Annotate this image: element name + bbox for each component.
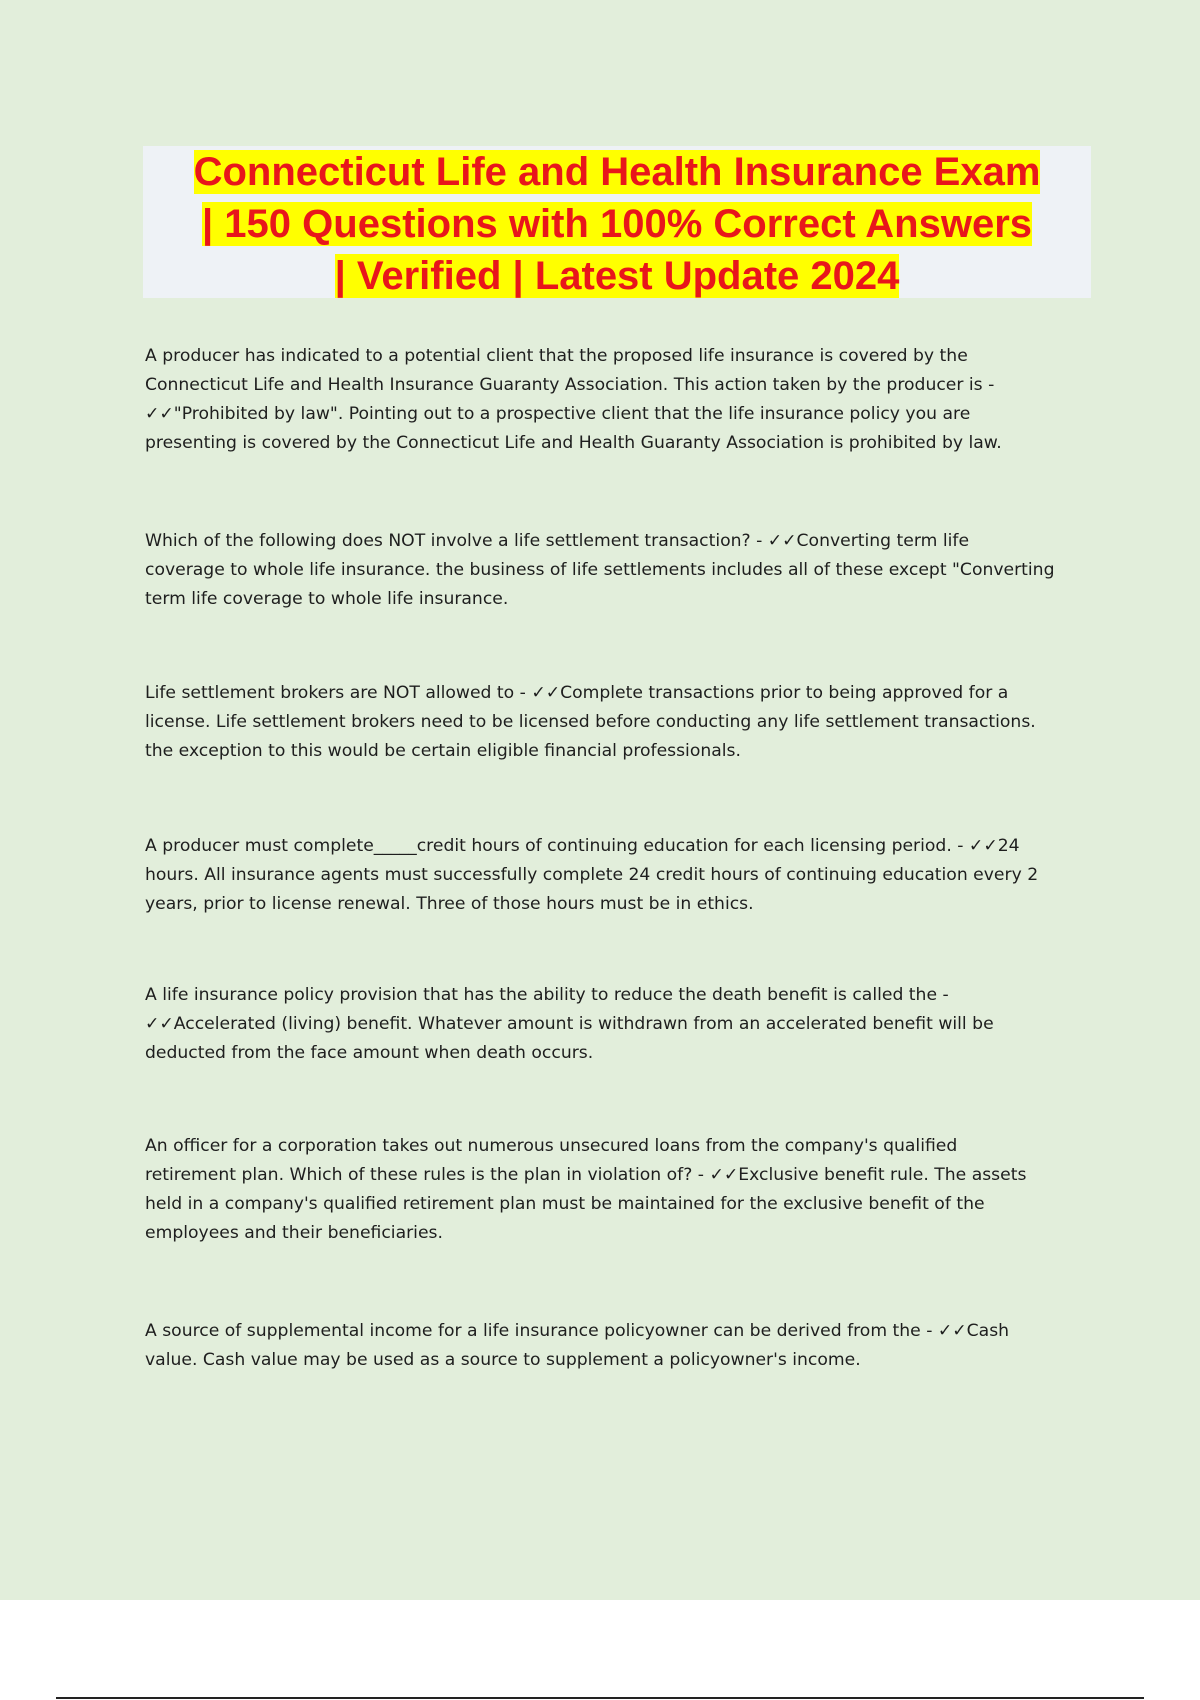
qa-line: years, prior to license renewal. Three of those hours must be in ethics. (145, 894, 754, 914)
title-line-2 (143, 198, 1091, 250)
qa-line: retirement plan. Which of these rules is the plan in violation of? - ✓✓Exclusive benefit rule. The assets (145, 1165, 1027, 1185)
qa-line: presenting is covered by the Connecticut Life and Health Guaranty Association is prohibited by law. (145, 433, 1002, 453)
qa-line: ✓✓Accelerated (living) benefit. Whatever amount is withdrawn from an accelerated benefit will be (145, 1014, 994, 1034)
qa-line: the exception to this would be certain eligible financial professionals. (145, 741, 741, 761)
qa-item (145, 1132, 1095, 1248)
qa-line: A producer must complete_____credit hours of continuing education for each licensing period. - ✓✓24 (145, 836, 1020, 856)
title-line-3 (143, 250, 1091, 302)
qa-line: A life insurance policy provision that has the ability to reduce the death benefit is called the - (145, 985, 949, 1005)
qa-line: coverage to whole life insurance. the business of life settlements includes all of these except "Converting (145, 560, 1055, 580)
qa-line: term life coverage to whole life insurance. (145, 589, 509, 609)
title-line-2-text: | 150 Questions with 100% Correct Answers (202, 202, 1032, 246)
qa-line: Which of the following does NOT involve a life settlement transaction? - ✓✓Converting term life (145, 531, 970, 551)
title-line-3-text: | Verified | Latest Update 2024 (334, 254, 900, 298)
qa-line: hours. All insurance agents must successfully complete 24 credit hours of continuing education every 2 (145, 865, 1039, 885)
qa-line: deducted from the face amount when death occurs. (145, 1043, 594, 1063)
footer-divider (56, 1697, 1144, 1699)
title-line-1-text: Connecticut Life and Health Insurance Exam (193, 150, 1041, 194)
qa-line: employees and their beneficiaries. (145, 1223, 443, 1243)
qa-line: A source of supplemental income for a life insurance policyowner can be derived from the - ✓✓Cash (145, 1321, 1010, 1341)
qa-line: Connecticut Life and Health Insurance Guaranty Association. This action taken by the producer is - (145, 375, 995, 395)
qa-line: ✓✓"Prohibited by law". Pointing out to a prospective client that the life insurance policy you are (145, 404, 971, 424)
qa-item (145, 832, 1095, 919)
qa-item (145, 679, 1095, 766)
qa-line: A producer has indicated to a potential client that the proposed life insurance is covered by the (145, 346, 968, 366)
qa-item (145, 1317, 1095, 1375)
qa-item (145, 527, 1095, 614)
qa-item (145, 342, 1095, 458)
title-line-1 (143, 146, 1091, 198)
qa-line: An officer for a corporation takes out numerous unsecured loans from the company's qualified (145, 1136, 958, 1156)
qa-line: Life settlement brokers are NOT allowed to - ✓✓Complete transactions prior to being approved for a (145, 683, 1009, 703)
qa-line: held in a company's qualified retirement plan must be maintained for the exclusive benefit of the (145, 1194, 985, 1214)
qa-line: value. Cash value may be used as a source to supplement a policyowner's income. (145, 1350, 861, 1370)
qa-item (145, 981, 1095, 1068)
qa-line: license. Life settlement brokers need to be licensed before conducting any life settlement transactions. (145, 712, 1036, 732)
document-title (143, 146, 1091, 298)
